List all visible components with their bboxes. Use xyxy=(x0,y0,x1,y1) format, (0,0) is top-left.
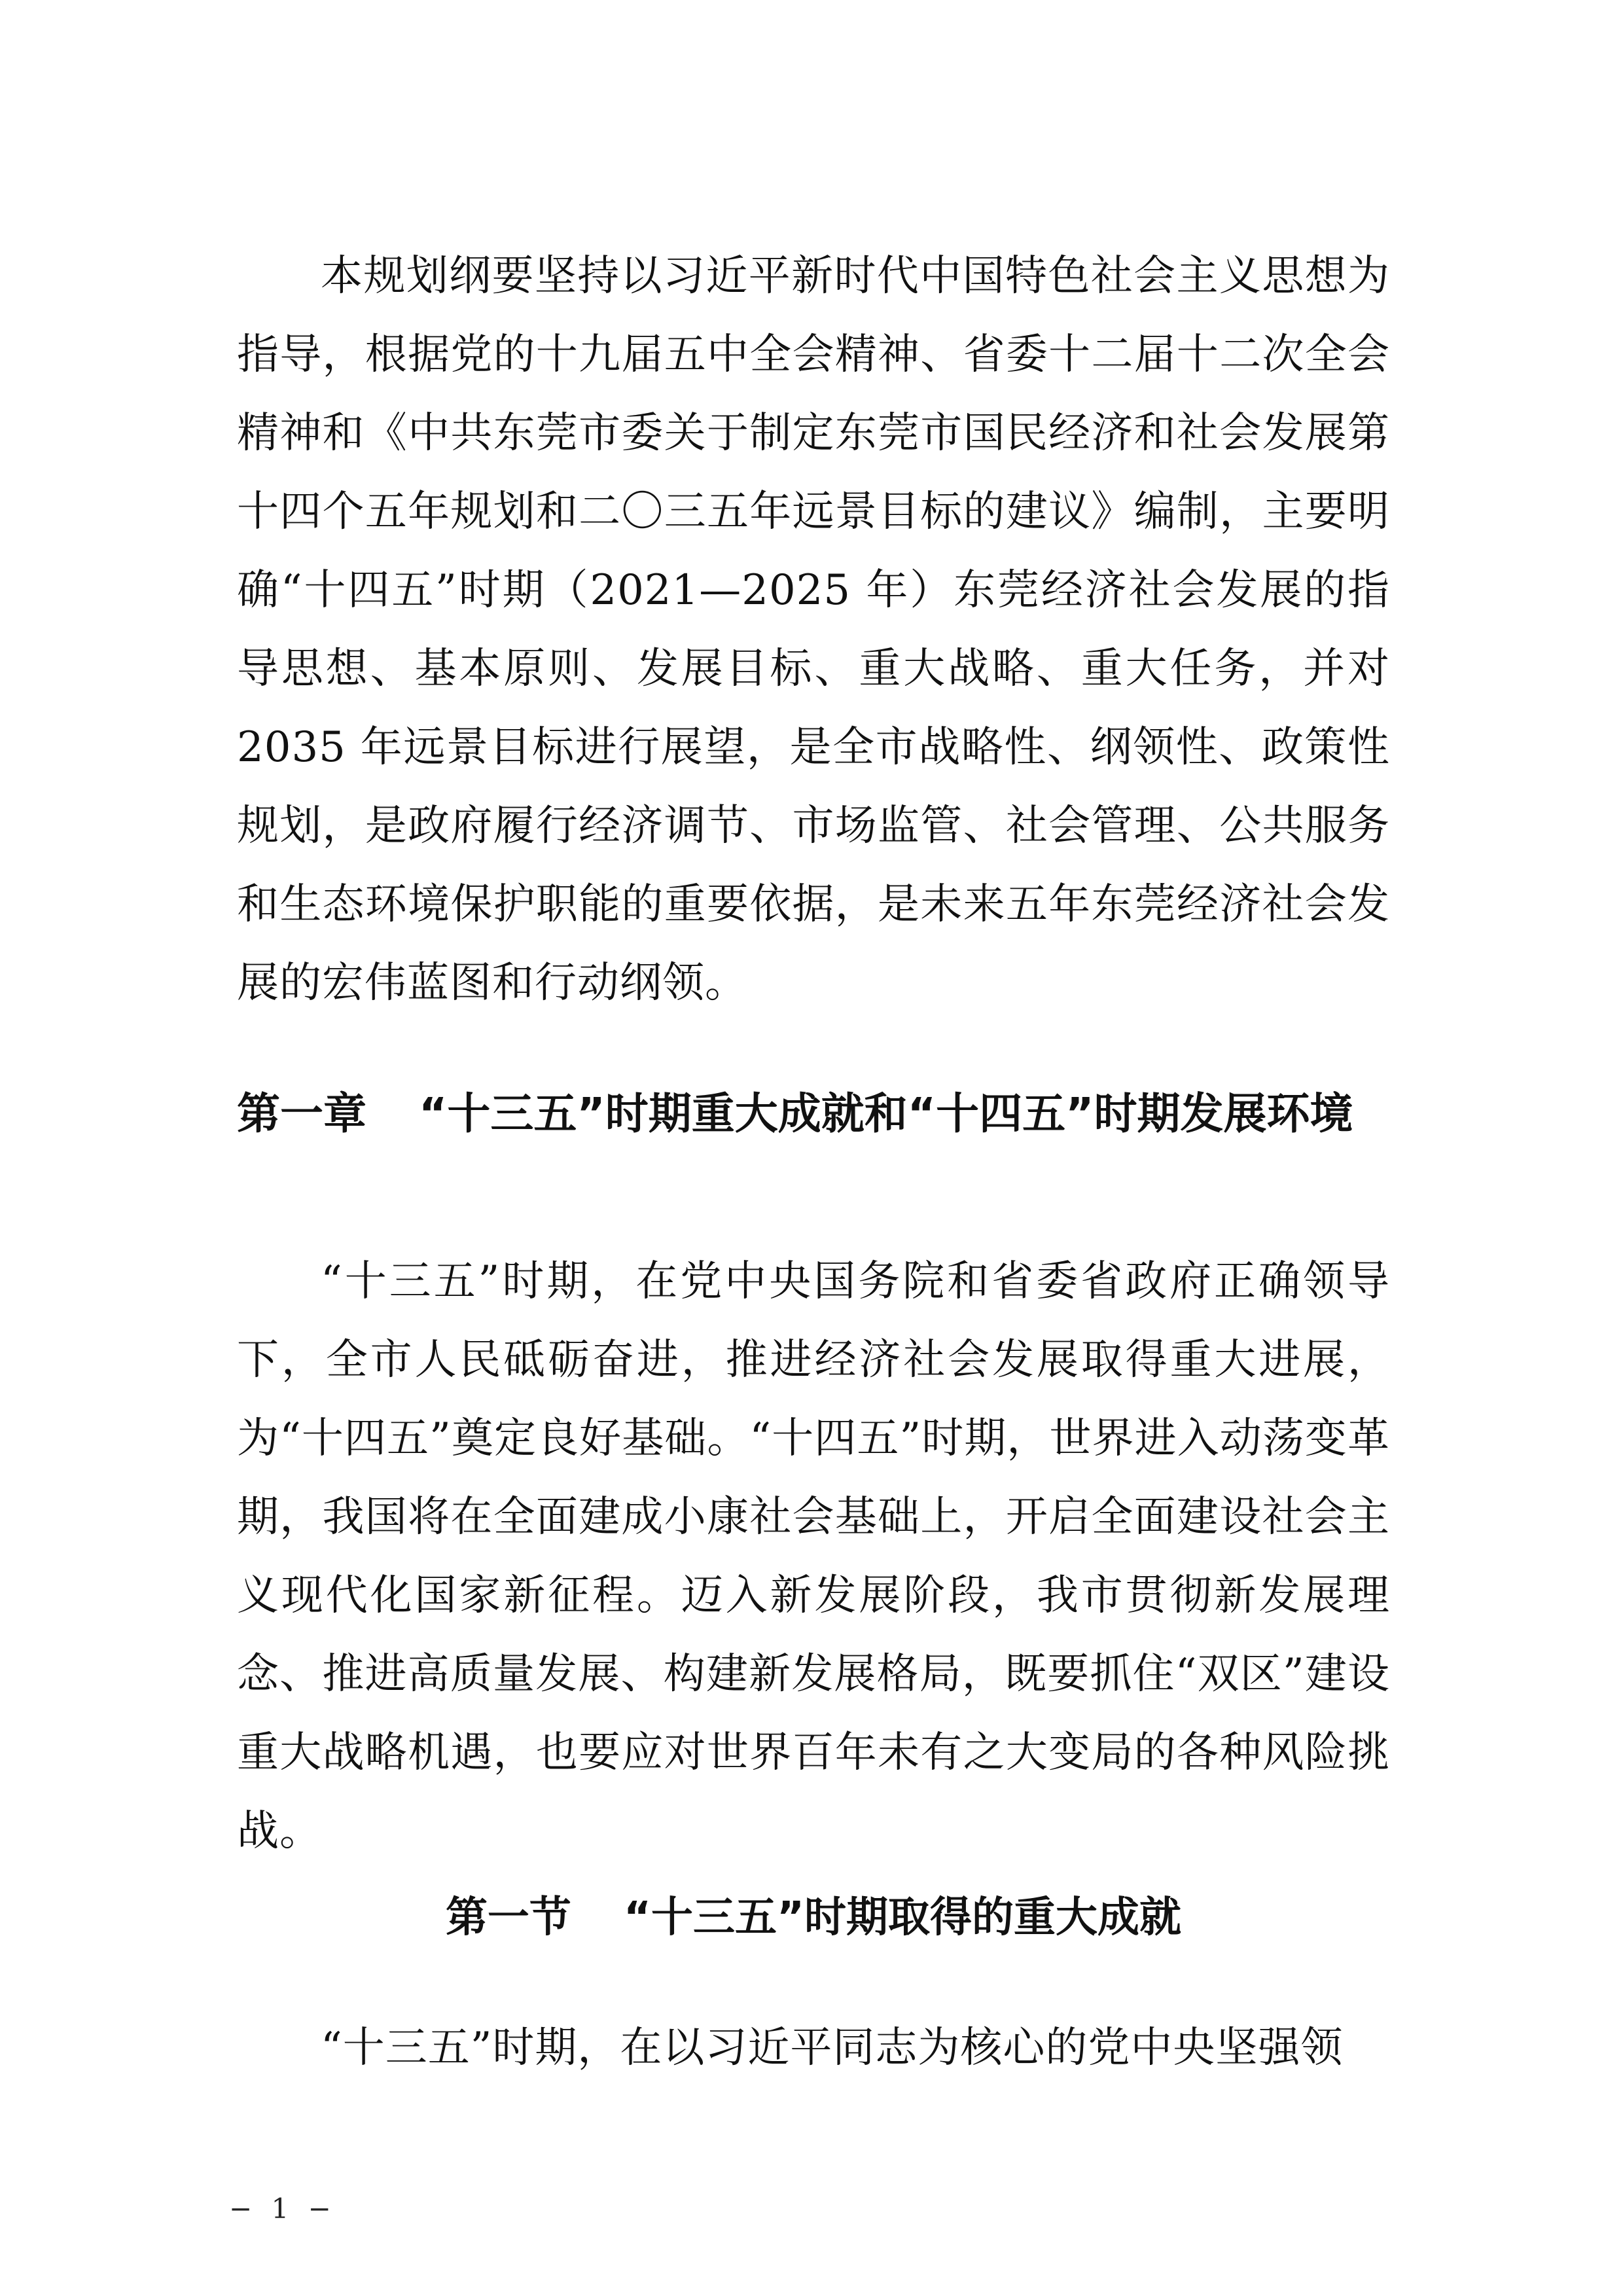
section-paragraph: “十三五”时期，在以习近平同志为核心的党中央坚强领 xyxy=(321,2024,1344,2072)
chapter-intro-paragraph: “十三五”时期，在党中央国务院和省委省政府正确领导下，全市人民砥砺奋进，推进经济社会发展取得重大进展，为“十四五”奠定良好基础。“十四五”时期，世界进入动荡变革期，我国将在全面建成小康社会基础上，开启全面建设社会主义现代化国家新征程。迈入新发展阶段，我市贯彻新发展理念、推进高质量发展、构建新发展格局，既要抓住“双区”建设重大战略机遇，也要应对世界百年未有之大变局的各种风险挑战。 xyxy=(237,1257,1390,1856)
section-title: “十三五”时期取得的重大成就 xyxy=(623,1893,1182,1942)
chapter-number: 第一章 xyxy=(237,1088,366,1139)
intro-paragraph: 本规划纲要坚持以习近平新时代中国特色社会主义思想为指导，根据党的十九届五中全会精神、省委十二届十二次全会精神和《中共东莞市委关于制定东莞市国民经济和社会发展第十四个五年规划和二〇三五年远景目标的建议》编制，主要明确“十四五”时期（2021—2025 年）东莞经济社会发展的指导思想、基本原则、发展目标、重大战略、重大任务，并对 2035 年远景目标进行展望，是全市战略性、纲领性、政策性规划，是政府履行经济调节、市场监管、社会管理、公共服务和生态环境保护职能的重要依据，是未来五年东莞经济社会发展的宏伟蓝图和行动纲领。 xyxy=(237,252,1390,1007)
section-heading xyxy=(237,1885,1390,1950)
chapter-title: “十三五”时期重大成就和“十四五”时期发展环境 xyxy=(419,1088,1353,1139)
chapter-heading xyxy=(237,1081,1390,1147)
section-number: 第一节 xyxy=(445,1893,571,1942)
page-number: − 1 − xyxy=(229,2193,336,2225)
